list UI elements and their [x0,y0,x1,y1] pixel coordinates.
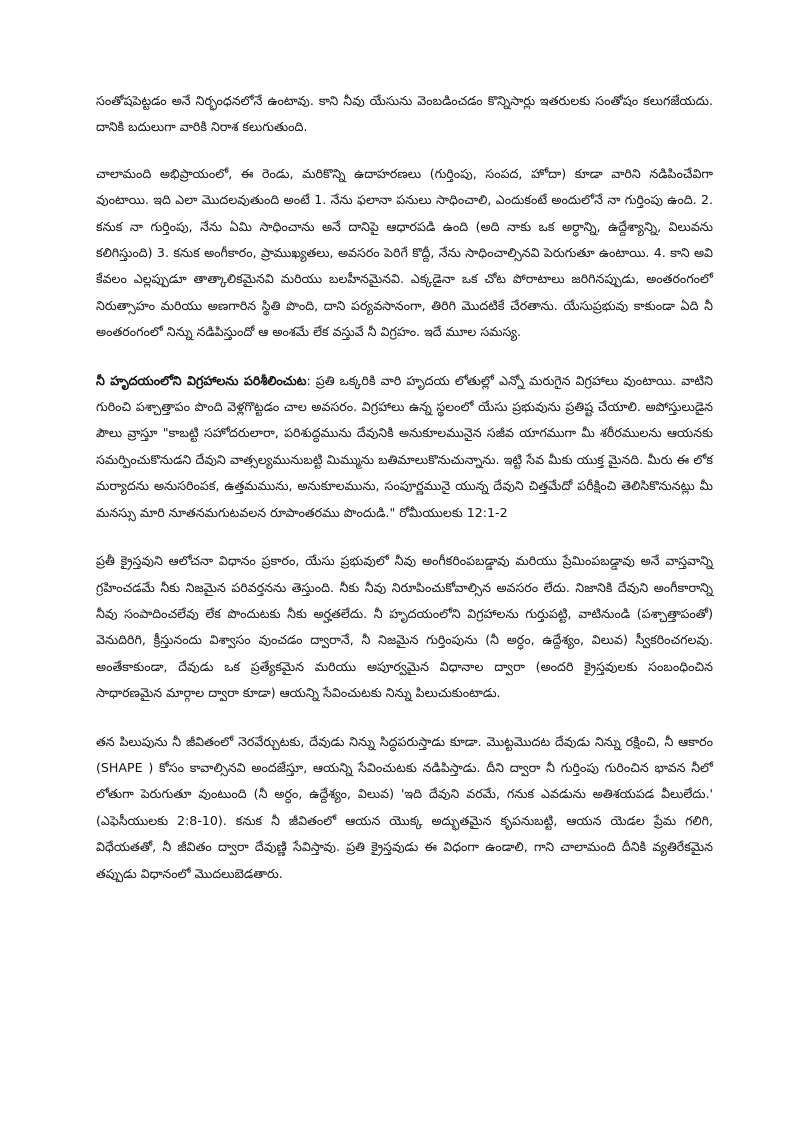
paragraph-examining-idols [96,368,713,526]
paragraph-examining-idols-body: : ప్రతి ఒక్కరికి వారి హృదయ లోతుల్లో ఎన్నో మరుగైన విగ్రహాలు వుంటాయి. వాటిని గురించి పశ్చాత్తాపం పొంది వెళ్లగొట్టడం చాల అవసరం. విగ్రహాలు ఉన్న స్థలంలో యేసు ప్రభువును ప్రతిష్ట చేయాలి. అపోస్తులుడైన పౌలు వ్రాస్తూ "కాబట్టి సహోదరులారా, పరిశుద్ధమును దేవునికి అనుకూలమునైన సజీవ యాగముగా మీ శరీరములను ఆయనకు సమర్పించుకొనుడని దేవుని వాత్సల్యమునుబట్టి మిమ్మును బతిమాలుకొనుచున్నాను. ఇట్టి సేవ మీకు యుక్త మైనది. మీరు ఈ లోక మర్యాదను అనుసరింపక, ఉత్తమమును, అనుకూలమును, సంపూర్ణమునై యున్న దేవుని చిత్తమేదో పరీక్షించి తెలిసికొనునట్లు మీ మనస్సు మారి నూతనమగుటవలన రూపాంతరము పొందుడి." రోమీయులకు 12:1-2 [96,372,713,520]
paragraph-pleasing-others: సంతోషపెట్టడం అనే నిర్భంధనలోనే ఉంటావు. కాని నీవు యేసును వెంబడించడం కొన్నిసార్లు ఇతరులకు సంతోషం కలుగజేయదు. దానికి బదులుగా వారికి నిరాశ కలుగుతుంది. [96,93,713,135]
section-heading-examining-idols: నీ హృదయంలోని విగ్రహాలను పరిశీలించుట [96,372,307,388]
paragraph-gods-calling: తన పిలుపును నీ జీవితంలో నెరవేర్చుటకు, దేవుడు నిన్ను సిద్ధపరుస్తాడు కూడా. మొట్టమొదట దేవుడు నిన్ను రక్షించి, నీ ఆకారం (SHAPE ) కోసం కావాల్సినవి అందజేస్తూ, ఆయన్ని సేవించుటకు నడిపిస్తాడు. దీని ద్వారా నీ గుర్తింపు గురించిన భావన నీలో లోతుగా పెరుగుతూ వుంటుంది (నీ అర్ధం, ఉద్దేశ్యం, విలువ) 'ఇది దేవుని వరమే, గనుక ఎవడును అతిశయపడ వీలులేదు.' (ఎఫెసీయులకు 2:8-10). కనుక నీ జీవితంలో ఆయన యొక్క అద్భుతమైన కృపనుబట్టి, ఆయన యెడల ప్రేమ గలిగి, విధేయతతో, నీ జీవితం ద్వారా దేవుణ్ణి సేవిస్తావు. ప్రతి క్రైస్తవుడు ఈ విధంగా ఉండాలి, గాని చాలామంది దీనికి వ్యతిరేకమైన తప్పుడు విధానంలో మొదలుబెడతారు. [96,733,713,881]
paragraph-true-transformation: ప్రతీ క్రైస్తవుని ఆలోచనా విధానం ప్రకారం, యేసు ప్రభువులో నీవు అంగీకరింపబడ్డావు మరియు ప్రేమింపబడ్డావు అనే వాస్తవాన్ని గ్రహించడమే నీకు నిజమైన పరివర్తనను తెస్తుంది. నీకు నీవు నిరూపించుకోవాల్సిన అవసరం లేదు. నిజానికి దేవుని అంగీకారాన్ని నీవు సంపాదించలేవు లేక పొందుటకు నీకు అర్హతలేదు. నీ హృదయంలోని విగ్రహాలను గుర్తుపట్టి, వాటినుండి (పశ్చాత్తాపంతో) వెనుదిరిగి, క్రీస్తునందు విశ్వాసం వుంచడం ద్వారానే, నీ నిజమైన గుర్తింపును (నీ అర్ధం, ఉద్దేశ్యం, విలువ) స్వీకరించగలవు. అంతేకాకుండా, దేవుడు ఒక ప్రత్యేకమైన మరియు అపూర్వమైన విధానాల ద్వారా (అందరి క్రైస్తవులకు సంబంధించిన సాధారణమైన మార్గాల ద్వారా కూడా) ఆయన్ని సేవించుటకు నిన్ను పిలుచుకుంటాడు. [96,553,713,701]
paragraph-drivers-of-identity: చాలామంది అభిప్రాయంలో, ఈ రెండు, మరికొన్ని ఉదాహరణలు (గుర్తింపు, సంపద, హోదా) కూడా వారిని నడిపించేవిగా వుంటాయి. ఇది ఎలా మొదలవుతుంది అంటే 1. నేను ఫలానా పనులు సాధించాలి, ఎందుకంటే అందులోనే నా గుర్తింపు ఉంది. 2. కనుక నా గుర్తింపు, నేను ఏమి సాధించాను అనే దానిపై ఆధారపడి ఉంది (అది నాకు ఒక అర్ధాన్ని, ఉద్దేశ్యాన్ని, విలువను కలిగిస్తుంది) 3. కనుక అంగీకారం, ప్రాముఖ్యతలు, అవసరం పెరిగే కొద్దీ, నేను సాధించాల్సినవి పెరుగుతూ ఉంటాయి. 4. కాని అవి కేవలం ఎల్లప్పుడూ తాత్కాలికమైనవి మరియు బలహీనమైనవి. ఎక్కడైనా ఒక చోట పోరాటాలు జరిగినప్పుడు, అంతరంగంలో నిరుత్సాహం మరియు అణగారిన స్థితి పొంది, దాని పర్యవసానంగా, తిరిగి మొదటికే చేరతాను. యేసుప్రభువు కాకుండా ఏది నీ అంతరంగంలో నిన్ను నడిపిస్తుందో ఆ అంశమే లేక వస్తువే నీ విగ్రహం. ఇదే మూల సమస్య. [96,165,713,340]
